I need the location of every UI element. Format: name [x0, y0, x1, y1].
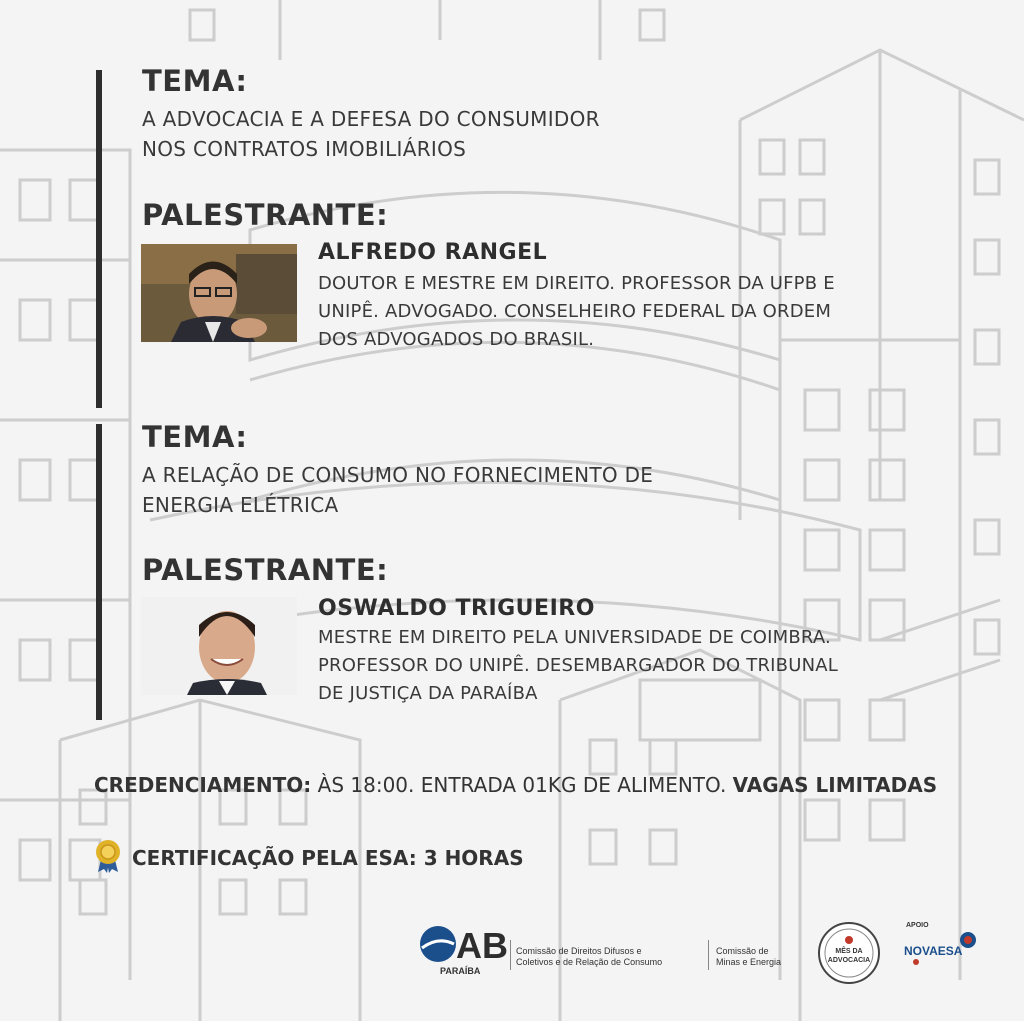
oab-subtitle: PARAÍBA [440, 966, 481, 976]
speaker-name: OSWALDO TRIGUEIRO [318, 596, 595, 621]
svg-text:AB: AB [456, 925, 508, 966]
section-divider-bar [96, 70, 102, 408]
commission-name-line: Comissão de [716, 946, 769, 956]
seal-text: MÊS DA [835, 948, 863, 955]
section-divider-bar [96, 424, 102, 720]
vagas-limitadas-text: VAGAS LIMITADAS [732, 773, 938, 797]
tema-title-line: A ADVOCACIA E A DEFESA DO CONSUMIDOR [142, 107, 600, 131]
speaker-description-line: UNIPÊ. ADVOGADO. CONSELHEIRO FEDERAL DA ORDEM [318, 301, 832, 322]
commission-name-line: Comissão de Direitos Difusos e [516, 946, 642, 956]
logo-divider [708, 940, 709, 970]
certificacao-text: CERTIFICAÇÃO PELA ESA: 3 HORAS [132, 846, 524, 870]
tema-title-line: A RELAÇÃO DE CONSUMO NO FORNECIMENTO DE [142, 463, 654, 487]
speaker-photo [141, 597, 297, 695]
commission-name-line: Minas e Energia [716, 957, 782, 967]
speaker-description-line: DOS ADVOGADOS DO BRASIL. [318, 329, 595, 350]
tema-label: TEMA: [142, 420, 248, 454]
speaker-description-line: MESTRE EM DIREITO PELA UNIVERSIDADE DE COIMBRA. [318, 627, 831, 648]
oab-logo [418, 922, 510, 978]
speaker-description-line: PROFESSOR DO UNIPÊ. DESEMBARGADOR DO TRIBUNAL [318, 655, 839, 676]
tema-label: TEMA: [142, 64, 248, 98]
credenciamento-text: ÀS 18:00. ENTRADA 01KG DE ALIMENTO. [311, 773, 733, 797]
novaesa-logo [902, 932, 982, 972]
novaesa-text: NOVAESA [904, 944, 963, 958]
speaker-name: ALFREDO RANGEL [318, 240, 548, 265]
palestrante-label: PALESTRANTE: [142, 198, 389, 232]
tema-title-line: NOS CONTRATOS IMOBILIÁRIOS [142, 137, 467, 161]
seal-text: ADVOCACIA [827, 957, 871, 964]
palestrante-label: PALESTRANTE: [142, 553, 389, 587]
apoio-label: APOIO [906, 922, 929, 929]
speaker-description-line: DE JUSTIÇA DA PARAÍBA [318, 683, 538, 704]
tema-title-line: ENERGIA ELÉTRICA [142, 493, 339, 517]
logo-divider [510, 940, 511, 970]
medal-icon [92, 838, 124, 874]
mes-da-advocacia-seal [816, 920, 882, 986]
speaker-photo [141, 244, 297, 342]
credenciamento-info [94, 773, 937, 797]
commission-name-line: Coletivos e de Relação de Consumo [516, 957, 663, 967]
credenciamento-label: CREDENCIAMENTO: [94, 773, 312, 797]
speaker-description-line: DOUTOR E MESTRE EM DIREITO. PROFESSOR DA UFPB E [318, 273, 835, 294]
